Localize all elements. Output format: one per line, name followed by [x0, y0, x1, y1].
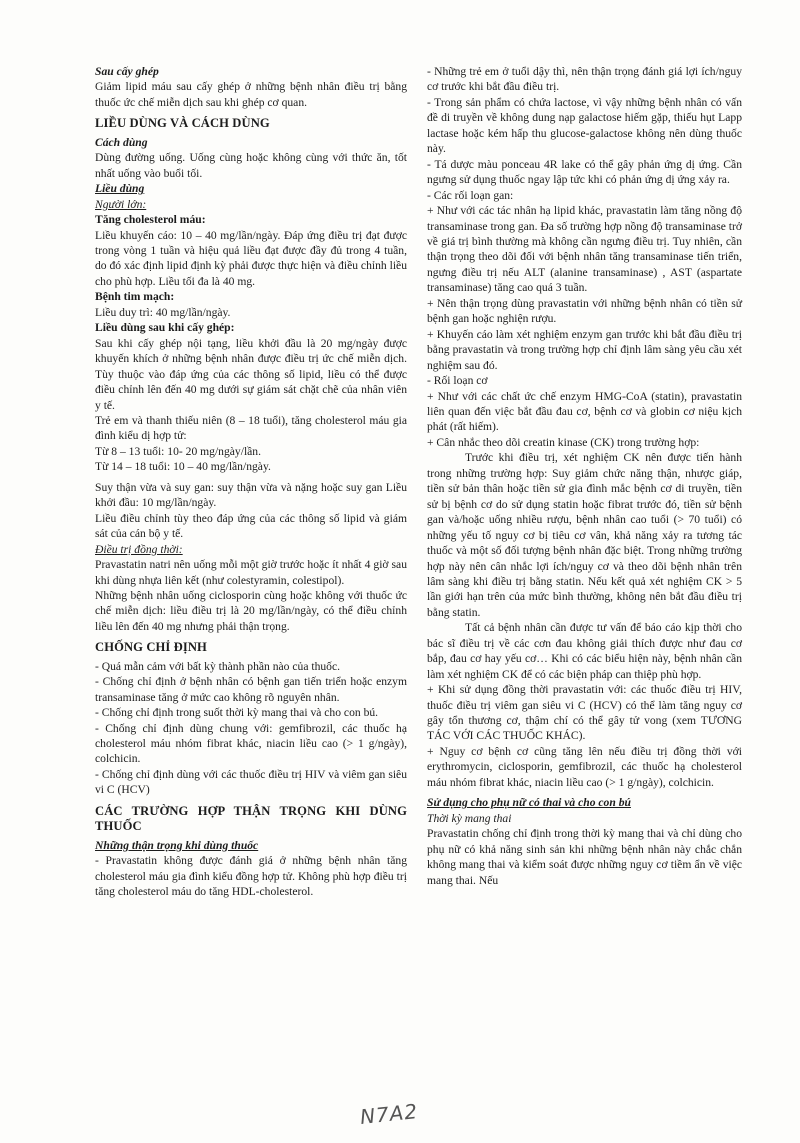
paragraph: Thời kỳ mang thai: [427, 811, 512, 825]
paragraph: + Khi sử dụng đồng thời pravastatin với: các thuốc điều trị HIV, thuốc điều trị viêm gan siêu vi C (HCV) có thể làm tăng nguy cơ gây tổn thương cơ, thậm chí có thể gây tử vong (xem TƯƠNG TÁC VỚI CÁC THUỐC KHÁC).: [427, 683, 742, 743]
section-heading: CHỐNG CHỈ ĐỊNH: [95, 640, 207, 655]
paragraph: Liều khuyến cáo: 10 – 40 mg/lần/ngày. Đáp ứng điều trị đạt được trong vòng 1 tuần và hiệu quả liều đạt được đầy đủ trong 4 tuần, do đó xác định lipid định kỳ phải được thực hiện và điều chỉnh liều cho phù hợp. Liều tối đa là 40 mg.: [95, 228, 407, 288]
paragraph: - Các rối loạn gan:: [427, 188, 514, 202]
paragraph: - Quá mẫn cảm với bất kỳ thành phần nào của thuốc.: [95, 659, 341, 673]
paragraph: - Tá dược màu ponceau 4R lake có thể gây phản ứng dị ứng. Cần ngưng sử dụng thuốc ngay lập tức khi có phản ứng dị ứng xảy ra.: [427, 157, 742, 187]
paragraph: Giảm lipid máu sau cấy ghép ở những bệnh nhân điều trị bằng thuốc ức chế miễn dịch sau khi ghép cơ quan.: [95, 80, 407, 109]
paragraph: Liều điều chỉnh tùy theo đáp ứng của các thông số lipid và giám sát của cán bộ y tế.: [95, 511, 407, 541]
paragraph: - Chống chỉ định dùng chung với: gemfibrozil, các thuốc hạ cholesterol máu nhóm fibrat khác, niacin liều cao (> 1 g/ngày), colchicin.: [95, 721, 407, 766]
paragraph: + Cân nhắc theo dõi creatin kinase (CK) trong trường hợp:: [427, 435, 700, 449]
paragraph: - Rối loạn cơ: [427, 374, 488, 388]
paragraph: Liều duy trì: 40 mg/lần/ngày.: [95, 305, 231, 319]
paragraph: + Nguy cơ bệnh cơ cũng tăng lên nếu điều trị đồng thời với erythromycin, ciclosporin, gemfibrozil, các thuốc hạ cholesterol máu nhóm fibrat khác, niacin liều cao (> 1 g/ngày), colchicin.: [427, 744, 742, 789]
paragraph: - Pravastatin không được đánh giá ở những bệnh nhân tăng cholesterol máu gia đình kiểu đồng hợp tử. Không phù hợp điều trị tăng cholesterol máu do tăng HDL-cholesterol.: [95, 854, 407, 899]
paragraph: Pravastatin natri nên uống mỗi một giờ trước hoặc ít nhất 4 giờ sau khi dùng nhựa liên kết (như colestyramin, colestipol).: [95, 558, 407, 587]
paragraph: Những bệnh nhân uống ciclosporin cùng hoặc không với thuốc ức chế miễn dịch: liều điều trị là 20 mg/lần/ngày, có thể điều chỉnh liều lên đến 40 mg nhưng phải thận trọng.: [95, 588, 407, 633]
paragraph: Từ 14 – 18 tuổi: 10 – 40 mg/lần/ngày.: [95, 460, 271, 474]
section-heading: LIỀU DÙNG VÀ CÁCH DÙNG: [95, 116, 270, 131]
paragraph: Người lớn:: [95, 197, 147, 211]
paragraph: Điều trị đồng thời:: [95, 542, 183, 556]
paragraph: - Chống chỉ định ở bệnh nhân có bệnh gan tiến triển hoặc enzym transaminase tăng ở mức cao không rõ nguyên nhân.: [95, 675, 407, 704]
paragraph: - Chống chỉ định trong suốt thời kỳ mang thai và cho con bú.: [95, 706, 379, 720]
paragraph: Tăng cholesterol máu:: [95, 213, 206, 227]
paragraph: Pravastatin chống chỉ định trong thời kỳ mang thai và chỉ dùng cho phụ nữ có khả năng sinh sản khi những bệnh nhân này chắc chắn không mang thai và kiểm soát được những nguy cơ tiềm ẩn về việc mang thai. Nếu: [427, 827, 742, 887]
right-column: [427, 64, 742, 888]
section-heading: CÁC TRƯỜNG HỢP THẬN TRỌNG KHI DÙNG THUỐC: [95, 803, 407, 834]
paragraph: Dùng đường uống. Uống cùng hoặc không cùng với thức ăn, tốt nhất uống vào buổi tối.: [95, 151, 407, 180]
paragraph: Suy thận vừa và suy gan: suy thận vừa và nặng hoặc suy gan Liều khởi đầu: 10 mg/lần/ngày.: [95, 480, 407, 510]
paragraph: + Như với các tác nhân hạ lipid khác, pravastatin làm tăng nồng độ transaminase trong gan. Đa số trường hợp nồng độ transaminase trở về giá trị bình thường mà không cần ngưng điều trị. Tuy nhiên, cần thận trọng theo dõi đối với bệnh nhân tăng transaminase tiến triển, ngưng điều trị nếu ALT (alanine transaminase) , AST (aspartate transaminase) tăng cao quá 3 tuần.: [427, 204, 742, 295]
left-column: [95, 64, 407, 900]
paragraph: Bệnh tim mạch:: [95, 290, 175, 304]
paragraph: Từ 8 – 13 tuổi: 10- 20 mg/ngày/lần.: [95, 444, 262, 458]
paragraph: + Nên thận trọng dùng pravastatin với những bệnh nhân có tiền sử bệnh gan hoặc nghiện rượu.: [427, 296, 742, 326]
paragraph: - Chống chỉ định dùng với các thuốc điều trị HIV và viêm gan siêu vi C (HCV): [95, 767, 407, 797]
paragraph: + Khuyến cáo làm xét nghiệm enzym gan trước khi bắt đầu điều trị bằng pravastatin và trong trường hợp chỉ định lâm sàng yêu cầu xét nghiệm sau đó.: [427, 327, 742, 372]
paragraph: Trước khi điều trị, xét nghiệm CK nên được tiến hành trong những trường hợp: Suy giảm chức năng thận, nhược giáp, tiền sử bản thân hoặc tiền sử gia đình mắc bệnh cơ di truyền, tiền sử bị bệnh cơ do sử dụng statin hoặc fibrat trước đó, tiền sử bệnh gan và/hoặc uống nhiều rượu, bệnh nhân cao tuổi (> 70 tuổi) có những yếu tố nguy cơ bị tiêu cơ vân, khả năng xảy ra tương tác thuốc và một số đối tượng bệnh nhân đặc biệt. Trong những trường hợp này nên cân nhắc lợi ích/nguy cơ và theo dõi bệnh nhân trên lâm sàng khi điều trị bằng statin. Nếu kết quả xét nghiệm CK > 5 lần giới hạn trên của mức bình thường, không nên bắt đầu điều trị bằng statin.: [427, 451, 742, 619]
paragraph: Sau khi cấy ghép nội tạng, liều khởi đầu là 20 mg/ngày được khuyến khích ở những bệnh nhân được điều trị ức chế miễn dịch. Tùy thuộc vào đáp ứng của các thông số lipid, liều có thể được điều chỉnh lên đến 40 mg dưới sự giám sát chặt chẽ của nhân viên y tế.: [95, 336, 407, 412]
paragraph: Liều dùng sau khi cấy ghép:: [95, 321, 235, 335]
paragraph: Sau cấy ghép: [95, 65, 159, 78]
paragraph: Liều dùng: [95, 182, 145, 196]
handwritten-page-mark: N7A2: [358, 1099, 420, 1129]
paragraph: - Những trẻ em ở tuổi dậy thì, nên thận trọng đánh giá lợi ích/nguy cơ trước khi bắt đầu điều trị.: [427, 65, 742, 94]
paragraph: Sử dụng cho phụ nữ có thai và cho con bú: [427, 796, 631, 810]
paragraph: Những thận trọng khi dùng thuốc: [95, 838, 259, 852]
paragraph: Cách dùng: [95, 135, 148, 149]
paragraph: Trẻ em và thanh thiếu niên (8 – 18 tuổi), tăng cholesterol máu gia đình kiểu dị hợp tử:: [95, 413, 407, 443]
paragraph: Tất cả bệnh nhân cần được tư vấn để báo cáo kịp thời cho bác sĩ điều trị về các cơn đau không giải thích được như đau cơ bắp, đau cơ hay yếu cơ… Khi có các biểu hiện này, bệnh nhân cần làm xét nghiệm CK để có các biện pháp can thiệp phù hợp.: [427, 621, 742, 681]
paragraph: + Như với các chất ức chế enzym HMG-CoA (statin), pravastatin liên quan đến việc bắt đầu đau cơ, bệnh cơ và globin cơ niệu kịch phát (rất hiếm).: [427, 389, 742, 434]
paragraph: - Trong sản phẩm có chứa lactose, vì vậy những bệnh nhân có vấn đề di truyền về không dung nạp galactose hiếm gặp, thiếu hụt Lapp lactase hoặc kém hấp thu glucose-galactose không nên dùng thuốc này.: [427, 95, 742, 156]
